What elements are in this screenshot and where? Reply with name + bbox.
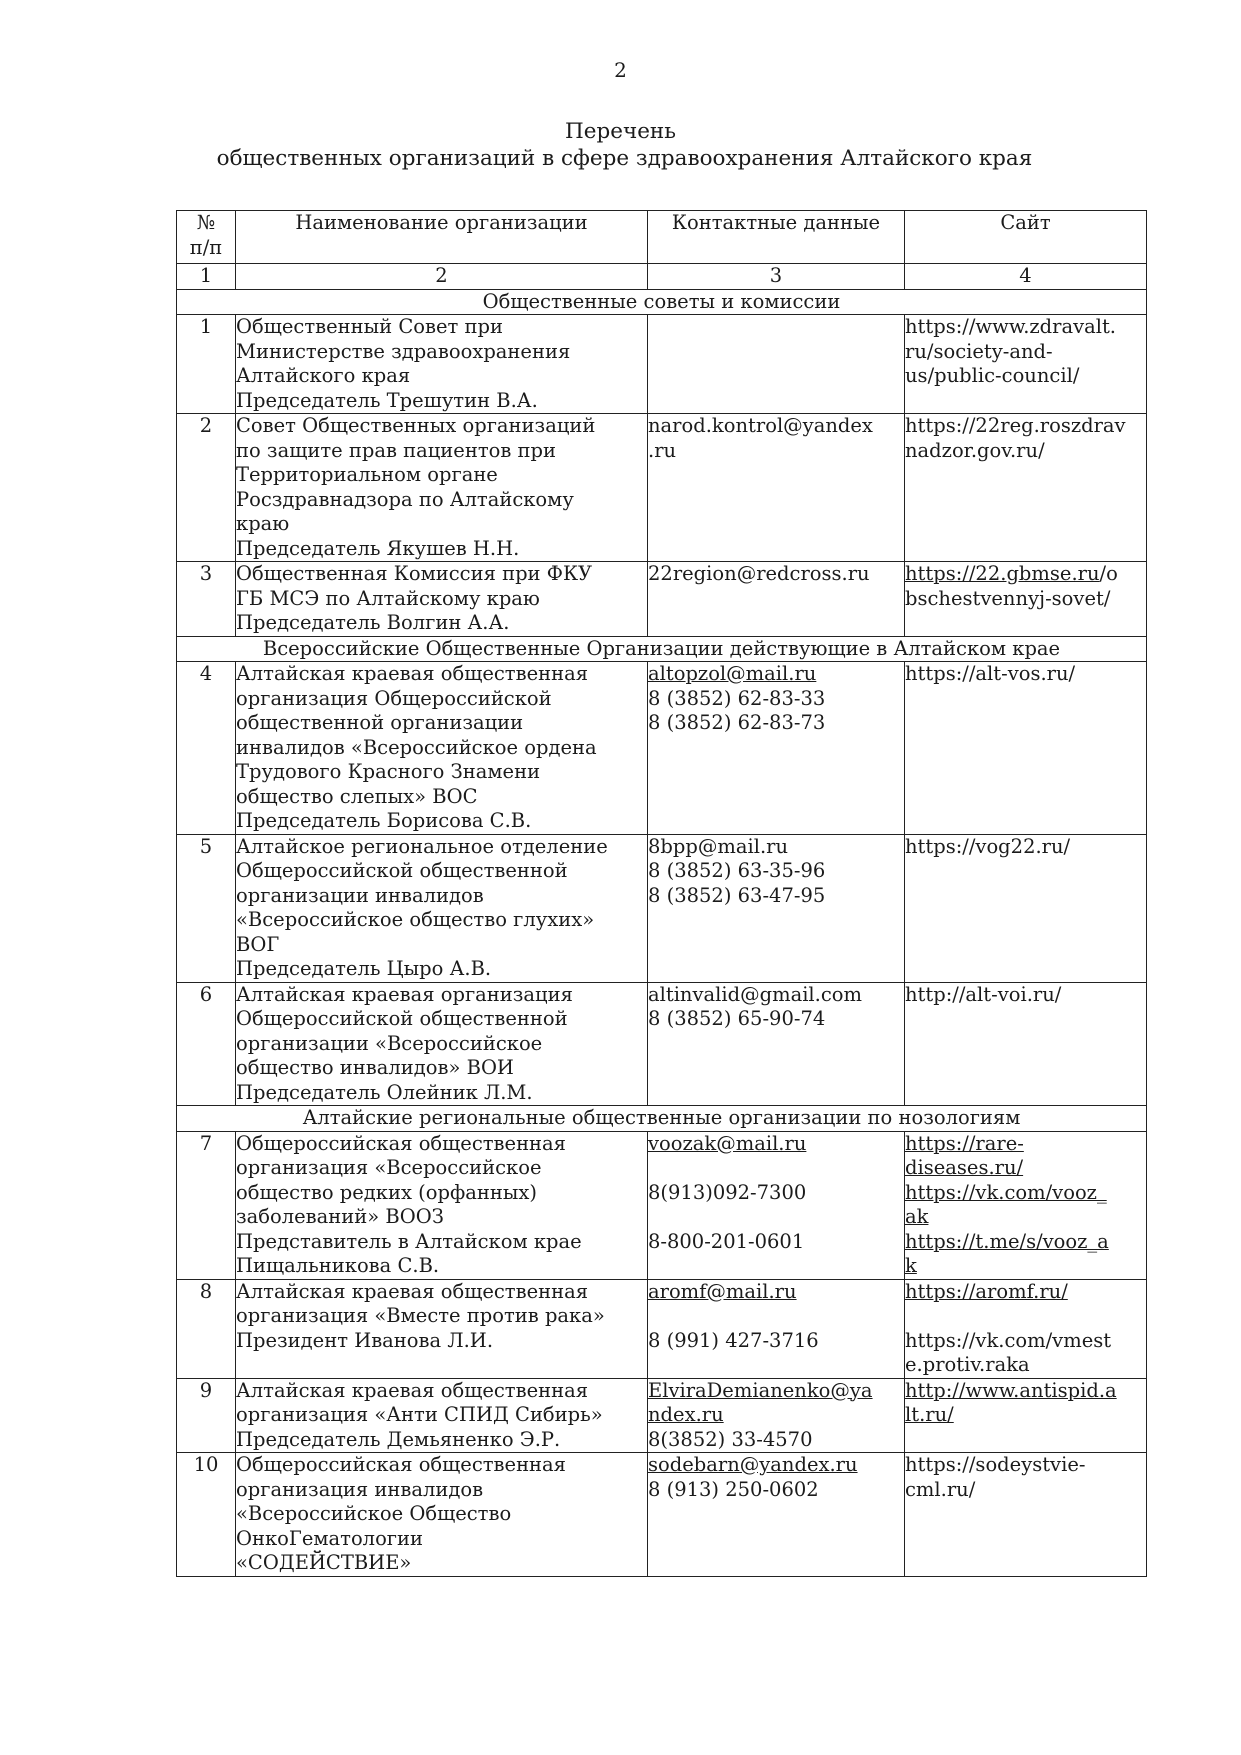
site-line-text[interactable]: http://www.antispid.a	[905, 1378, 1117, 1402]
organization-name	[236, 1378, 648, 1453]
header-num-line: №	[196, 211, 216, 234]
contact-line	[648, 1478, 904, 1503]
site-line	[905, 562, 1146, 587]
contact-line-text[interactable]: aromf@mail.ru	[648, 1279, 797, 1303]
site-line-text[interactable]: k	[905, 1254, 917, 1277]
column-index: 2	[236, 264, 648, 290]
document-title	[0, 118, 1241, 172]
site-line-text[interactable]: https://vk.com/vooz_	[905, 1180, 1107, 1204]
organization-name	[236, 562, 648, 637]
contact-line	[648, 562, 904, 587]
contact-line	[648, 1280, 904, 1305]
contact-line-text[interactable]: voozak@mail.ru	[648, 1131, 807, 1155]
contact-line-text: 8 (3852) 63-47-95	[648, 883, 826, 907]
contact-line	[648, 1379, 904, 1404]
site-line	[905, 835, 1146, 860]
organization-name	[236, 982, 648, 1106]
contact-details	[648, 1279, 905, 1378]
table-row	[177, 834, 1147, 982]
organization-name	[236, 414, 648, 562]
contact-line	[648, 414, 904, 439]
site-line	[905, 1205, 1146, 1230]
name-line: Председатель Цыро А.В.	[236, 957, 492, 980]
site-line	[905, 662, 1146, 687]
name-line: «СОДЕЙСТВИЕ»	[236, 1551, 412, 1574]
table-row	[177, 315, 1147, 414]
name-line: Общественная Комиссия при ФКУ	[236, 562, 593, 585]
site-line-text[interactable]: https://rare-	[905, 1131, 1024, 1155]
header-num-line: п/п	[189, 235, 223, 259]
contact-line	[648, 439, 904, 464]
name-line: Общероссийская общественная	[236, 1453, 566, 1476]
contact-line	[648, 1007, 904, 1032]
site-line-text[interactable]: ak	[905, 1205, 929, 1228]
name-line: общество слепых» ВОС	[236, 784, 478, 808]
organization-name	[236, 315, 648, 414]
name-line: Общественный Совет при	[236, 315, 503, 338]
contact-line-text: 8 (913) 250-0602	[648, 1477, 819, 1501]
contact-line-text: 8(913)092-7300	[648, 1180, 807, 1204]
table-row	[177, 1131, 1147, 1279]
organization-name	[236, 1131, 648, 1279]
site-line-text[interactable]: cml.ru/	[905, 1477, 976, 1501]
name-line: организация Общероссийской	[236, 686, 552, 710]
section-title: Алтайские региональные общественные организации по нозологиям	[177, 1106, 1147, 1132]
site-line	[905, 1478, 1146, 1503]
title-line-2: общественных организаций в сфере здравоохранения Алтайского края	[216, 146, 1033, 171]
name-line: Общероссийской общественной	[236, 859, 568, 882]
section-row	[177, 289, 1147, 315]
site-line-text[interactable]: https://22reg.roszdrav	[905, 414, 1126, 437]
site-line	[905, 1181, 1146, 1206]
name-line: Председатель Олейник Л.М.	[236, 1080, 533, 1104]
site-line-text: /o	[1099, 562, 1118, 585]
site-line	[905, 414, 1146, 439]
website	[905, 1279, 1147, 1378]
title-line-1: Перечень	[565, 119, 676, 144]
header-name: Наименование организации	[236, 211, 648, 264]
contact-line-text[interactable]: ndex.ru	[648, 1403, 724, 1426]
site-line-text[interactable]: https://t.me/s/vooz_a	[905, 1229, 1109, 1253]
site-line-text[interactable]: diseases.ru/	[905, 1156, 1024, 1179]
site-line-text[interactable]: https://www.zdravalt.	[905, 315, 1117, 338]
contact-line-text: altinvalid@gmail.com	[648, 982, 863, 1006]
site-line	[905, 1280, 1146, 1305]
name-line: общество инвалидов» ВОИ	[236, 1056, 514, 1079]
contact-line	[648, 1156, 904, 1181]
header-site: Сайт	[905, 211, 1147, 264]
site-line-text[interactable]: https://vog22.ru/	[905, 834, 1071, 858]
name-line: краю	[236, 512, 290, 535]
contact-line-text: 8 (991) 427-3716	[648, 1328, 819, 1352]
contact-line-text: 8 (3852) 63-35-96	[648, 859, 826, 882]
header-num	[177, 211, 236, 264]
name-line: «Всероссийское общество глухих»	[236, 908, 595, 931]
contact-line	[648, 1453, 904, 1478]
site-line-text[interactable]: e.protiv.raka	[905, 1353, 1030, 1376]
contact-line-text[interactable]: altopzol@mail.ru	[648, 662, 817, 685]
contact-details	[648, 562, 905, 637]
name-line: Пищальникова С.В.	[236, 1254, 440, 1277]
contact-details	[648, 1378, 905, 1453]
name-line: Президент Иванова Л.И.	[236, 1328, 494, 1352]
name-line: Алтайское региональное отделение	[236, 834, 608, 858]
contact-line	[648, 1329, 904, 1354]
name-line: Росздравнадзора по Алтайскому	[236, 487, 574, 511]
name-line: Председатель Трешутин В.А.	[236, 388, 538, 412]
header-row	[177, 211, 1147, 264]
site-line	[905, 1353, 1146, 1378]
contact-line	[648, 983, 904, 1008]
header-contact: Контактные данные	[648, 211, 905, 264]
table-row	[177, 982, 1147, 1106]
contact-line	[648, 1230, 904, 1255]
name-line: Общероссийской общественной	[236, 1007, 568, 1030]
contact-line	[648, 662, 904, 687]
name-line: общественной организации	[236, 711, 524, 734]
name-line: Трудового Красного Знамени	[236, 760, 541, 783]
column-index: 3	[648, 264, 905, 290]
site-line-text[interactable]: ru/society-and-	[905, 339, 1053, 363]
organization-name	[236, 1279, 648, 1378]
site-line-text[interactable]: lt.ru/	[905, 1403, 954, 1426]
website	[905, 1453, 1147, 1577]
contact-line	[648, 1428, 904, 1453]
site-line	[905, 340, 1146, 365]
site-line-text[interactable]: https://alt-vos.ru/	[905, 662, 1076, 685]
name-line: Председатель Демьяненко Э.Р.	[236, 1427, 561, 1451]
site-line-text[interactable]: https://22.gbmse.ru	[905, 562, 1100, 585]
contact-line-text: 8 (3852) 62-83-33	[648, 686, 826, 710]
contact-details	[648, 1131, 905, 1279]
website	[905, 982, 1147, 1106]
organization-name	[236, 834, 648, 982]
table-row	[177, 1378, 1147, 1453]
site-line	[905, 315, 1146, 340]
contact-line-text[interactable]: ElviraDemianenko@ya	[648, 1378, 873, 1402]
website	[905, 1131, 1147, 1279]
contact-line	[648, 1132, 904, 1157]
row-number: 9	[177, 1378, 236, 1453]
website	[905, 834, 1147, 982]
row-number: 5	[177, 834, 236, 982]
site-line	[905, 439, 1146, 464]
name-line: ГБ МСЭ по Алтайскому краю	[236, 586, 540, 610]
table-row	[177, 662, 1147, 835]
name-line: заболеваний» ВООЗ	[236, 1205, 444, 1228]
contact-line	[648, 1205, 904, 1230]
name-line: по защите прав пациентов при	[236, 438, 557, 462]
contact-details	[648, 1453, 905, 1577]
organization-name	[236, 1453, 648, 1577]
column-index-row	[177, 264, 1147, 290]
contact-details	[648, 662, 905, 835]
table-row	[177, 414, 1147, 562]
site-line-text[interactable]: https://vk.com/vmest	[905, 1328, 1112, 1352]
contact-line-text: 8 (3852) 62-83-73	[648, 711, 826, 734]
site-line	[905, 587, 1146, 612]
site-line	[905, 983, 1146, 1008]
name-line: Министерстве здравоохранения	[236, 339, 571, 363]
name-line: Алтайская краевая общественная	[236, 1279, 589, 1303]
table-body	[177, 289, 1147, 1576]
row-number: 8	[177, 1279, 236, 1378]
contact-line	[648, 1304, 904, 1329]
column-index: 1	[177, 264, 236, 290]
name-line: Алтайского края	[236, 364, 411, 387]
site-line-text[interactable]: nadzor.gov.ru/	[905, 438, 1045, 462]
contact-line-text: .ru	[648, 438, 677, 462]
table-row	[177, 562, 1147, 637]
table-row	[177, 1279, 1147, 1378]
name-line: Алтайская краевая общественная	[236, 1378, 589, 1402]
contact-line	[648, 835, 904, 860]
site-line	[905, 364, 1146, 389]
site-line	[905, 1304, 1146, 1329]
contact-details	[648, 834, 905, 982]
contact-line	[648, 711, 904, 736]
site-line	[905, 1132, 1146, 1157]
contact-line	[648, 884, 904, 909]
contact-line-text: 22region@redcross.ru	[648, 562, 870, 585]
name-line: ОнкоГематологии	[236, 1526, 424, 1550]
row-number: 7	[177, 1131, 236, 1279]
name-line: Председатель Якушев Н.Н.	[236, 536, 520, 560]
table-row	[177, 1453, 1147, 1577]
row-number: 10	[177, 1453, 236, 1577]
organizations-table	[176, 210, 1147, 1577]
name-line: Общероссийская общественная	[236, 1131, 566, 1155]
contact-line-text: 8 (3852) 65-90-74	[648, 1007, 826, 1030]
contact-line-text[interactable]: sodebarn@yandex.ru	[648, 1453, 858, 1476]
site-line	[905, 1329, 1146, 1354]
name-line: Совет Общественных организаций	[236, 414, 596, 437]
row-number: 6	[177, 982, 236, 1106]
site-line-text[interactable]: bschestvennyj-sovet/	[905, 586, 1111, 610]
website	[905, 562, 1147, 637]
contact-line	[648, 1181, 904, 1206]
name-line: Территориальном органе	[236, 463, 498, 486]
name-line: инвалидов «Всероссийское ордена	[236, 735, 597, 759]
row-number: 3	[177, 562, 236, 637]
site-line	[905, 1403, 1146, 1428]
contact-line-text: narod.kontrol@yandex	[648, 414, 873, 437]
name-line: Алтайская краевая организация	[236, 982, 573, 1006]
site-line-text[interactable]: http://alt-voi.ru/	[905, 982, 1062, 1006]
row-number: 1	[177, 315, 236, 414]
contact-line-text: 8bpp@mail.ru	[648, 834, 789, 858]
name-line: «Всероссийское Общество	[236, 1502, 512, 1525]
name-line: Председатель Борисова С.В.	[236, 809, 532, 832]
website	[905, 1378, 1147, 1453]
website	[905, 414, 1147, 562]
contact-details	[648, 315, 905, 414]
contact-line	[648, 859, 904, 884]
section-row	[177, 636, 1147, 662]
contact-line	[648, 687, 904, 712]
name-line: организации инвалидов	[236, 883, 484, 907]
organization-name	[236, 662, 648, 835]
column-index: 4	[905, 264, 1147, 290]
name-line: Представитель в Алтайском крае	[236, 1229, 582, 1253]
site-line-text[interactable]: https://sodeystvie-	[905, 1453, 1086, 1476]
site-line	[905, 1156, 1146, 1181]
site-line	[905, 1453, 1146, 1478]
site-line-text[interactable]: https://aromf.ru/	[905, 1279, 1068, 1303]
site-line	[905, 1254, 1146, 1279]
contact-line-text: 8(3852) 33-4570	[648, 1427, 813, 1451]
name-line: организация «Вместе против рака»	[236, 1304, 605, 1327]
name-line: организация «Анти СПИД Сибирь»	[236, 1403, 603, 1426]
name-line: организации «Всероссийское	[236, 1031, 543, 1055]
section-row	[177, 1106, 1147, 1132]
name-line: Председатель Волгин А.А.	[236, 611, 510, 634]
row-number: 2	[177, 414, 236, 562]
website	[905, 662, 1147, 835]
section-title: Всероссийские Общественные Организации действующие в Алтайском крае	[177, 636, 1147, 662]
site-line	[905, 1230, 1146, 1255]
name-line: организация инвалидов	[236, 1477, 484, 1501]
website	[905, 315, 1147, 414]
contact-details	[648, 414, 905, 562]
contact-line-text: 8-800-201-0601	[648, 1229, 805, 1253]
site-line-text[interactable]: us/public-council/	[905, 364, 1080, 387]
site-line	[905, 1379, 1146, 1404]
name-line: общество редких (орфанных)	[236, 1180, 538, 1204]
page-number: 2	[614, 58, 627, 82]
section-title: Общественные советы и комиссии	[177, 289, 1147, 315]
contact-details	[648, 982, 905, 1106]
row-number: 4	[177, 662, 236, 835]
name-line: организация «Всероссийское	[236, 1156, 542, 1179]
name-line: ВОГ	[236, 932, 280, 956]
name-line: Алтайская краевая общественная	[236, 662, 589, 685]
contact-line	[648, 1403, 904, 1428]
